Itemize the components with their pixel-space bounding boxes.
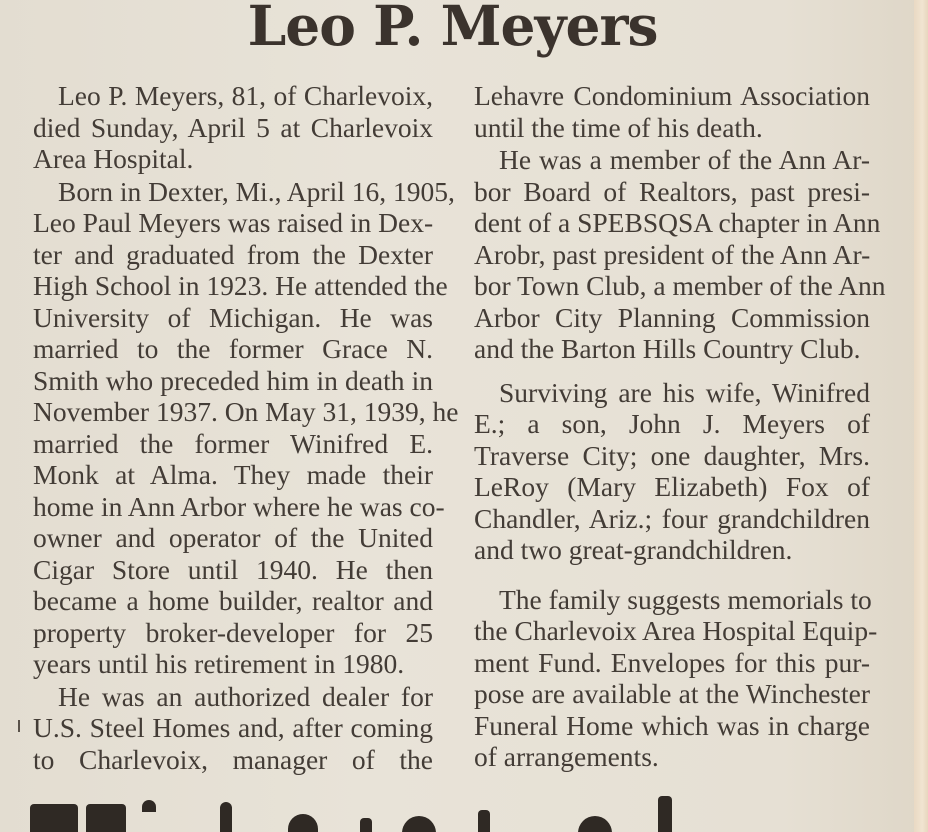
text-line: Lehavre Condominium Association: [474, 80, 870, 111]
text-line: Arobr, past president of the Ann Ar-: [474, 238, 871, 270]
text-line: until the time of his death.: [474, 111, 763, 143]
text-line: died Sunday, April 5 at Charlevoix: [33, 111, 433, 143]
text-line: He was a member of the Ann Ar-: [499, 144, 870, 175]
text-line: Arbor City Planning Commission: [474, 301, 870, 333]
text-line: years until his retirement in 1980.: [33, 648, 405, 679]
glyph-fragment: [658, 796, 672, 832]
article-paragraph: [474, 80, 870, 143]
text-line: owner and operator of the United: [33, 522, 433, 553]
article-paragraph: [33, 681, 433, 776]
glyph-fragment: [86, 804, 126, 832]
text-line: of arrangements.: [474, 741, 659, 772]
text-line: High School in 1923. He attended the: [33, 270, 448, 301]
text-line: bor Board of Realtors, past presi-: [474, 175, 870, 207]
text-line: He was an authorized dealer for: [58, 680, 433, 712]
glyph-fragment: [402, 816, 436, 832]
text-line: Cigar Store until 1940. He then: [33, 553, 433, 585]
text-line: the Charlevoix Area Hospital Equip-: [474, 615, 878, 646]
text-line: Surviving are his wife, Winifred: [499, 376, 870, 408]
text-line: Leo Paul Meyers was raised in Dex-: [33, 207, 434, 238]
text-line: Funeral Home which was in charge: [474, 709, 870, 741]
text-line: University of Michigan. He was: [33, 301, 433, 333]
glyph-fragment: [578, 816, 612, 832]
text-line: Born in Dexter, Mi., April 16, 1905,: [58, 175, 455, 207]
article-paragraph: [33, 80, 433, 175]
text-line: and the Barton Hills Country Club.: [474, 333, 861, 364]
text-line: and two great-grandchildren.: [474, 534, 793, 565]
text-line: LeRoy (Mary Elizabeth) Fox of: [474, 471, 870, 502]
text-line: Smith who preceded him in death in: [33, 364, 433, 396]
obituary-headline: Leo P. Meyers: [247, 0, 658, 58]
text-line: pose are available at the Winchester: [474, 678, 870, 709]
text-line: became a home builder, realtor and: [33, 585, 433, 616]
next-headline-cropped: [30, 790, 730, 832]
glyph-fragment: [288, 814, 318, 832]
article-paragraph: [474, 583, 878, 773]
article-column-left: [33, 80, 459, 776]
text-line: Monk at Alma. They made their: [33, 459, 433, 490]
text-line: property broker-developer for 25: [33, 616, 433, 648]
glyph-fragment: [30, 804, 78, 832]
text-line: E.; a son, John J. Meyers of: [474, 408, 870, 439]
text-line: ment Fund. Envelopes for this pur-: [474, 646, 870, 678]
text-line: bor Town Club, a member of the Ann: [474, 270, 886, 301]
text-line: The family suggests memorials to: [499, 583, 872, 615]
article-paragraph: [33, 175, 459, 680]
text-line: married to the former Grace N.: [33, 333, 433, 364]
glyph-fragment: [220, 802, 232, 832]
text-line: home in Ann Arbor where he was co-: [33, 490, 445, 522]
text-line: Area Hospital.: [33, 143, 194, 174]
glyph-fragment: [142, 800, 156, 812]
text-line: U.S. Steel Homes and, after coming: [33, 712, 433, 743]
glyph-fragment: [478, 810, 490, 832]
column-mark: [18, 720, 20, 732]
text-line: Traverse City; one daughter, Mrs.: [474, 439, 870, 471]
page-edge: [914, 0, 928, 832]
article-paragraph: [474, 144, 886, 365]
text-line: married the former Winifred E.: [33, 427, 433, 459]
text-line: Leo P. Meyers, 81, of Charlevoix,: [58, 80, 433, 111]
glyph-fragment: [360, 818, 372, 832]
text-line: ter and graduated from the Dexter: [33, 238, 433, 270]
text-line: Chandler, Ariz.; four grandchildren: [474, 502, 870, 534]
text-line: to Charlevoix, manager of the: [33, 743, 433, 775]
article-paragraph: [474, 377, 870, 566]
article-column-right: [474, 80, 886, 774]
text-line: dent of a SPEBSQSA chapter in Ann: [474, 207, 881, 238]
text-line: November 1937. On May 31, 1939, he: [33, 396, 459, 427]
